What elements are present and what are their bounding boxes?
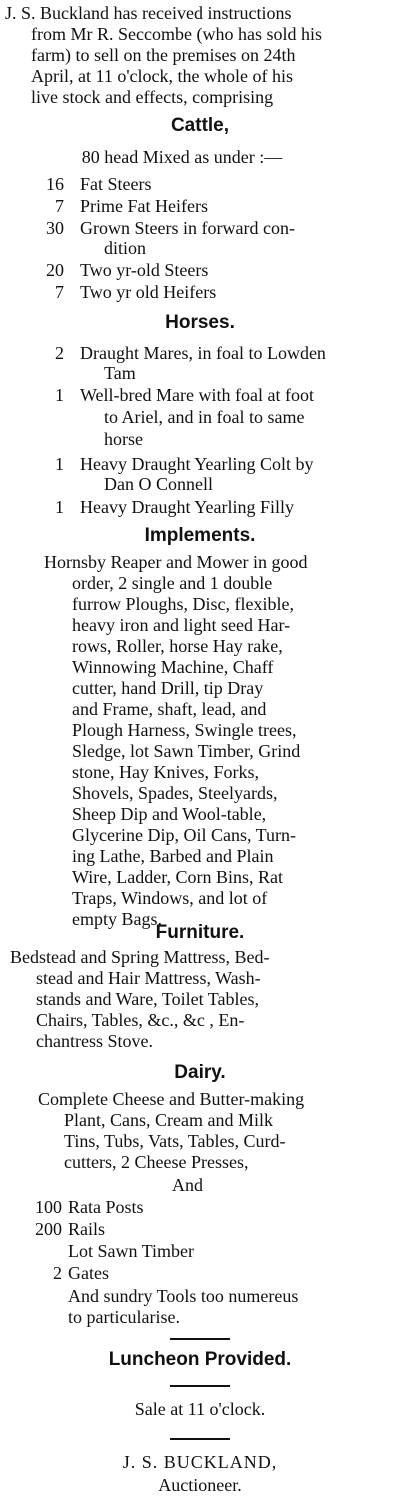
horses-heading: Horses. xyxy=(165,312,235,333)
paragraph-line: Complete Cheese and Butter-making xyxy=(38,1089,305,1109)
paragraph-line: Shovels, Spades, Steelyards, xyxy=(72,783,278,803)
cattle-heading: Cattle, xyxy=(170,115,230,136)
tools-paragraph xyxy=(68,1286,298,1328)
paragraph-line: Plough Harness, Swingle trees, xyxy=(72,720,297,740)
implements-paragraph xyxy=(44,552,307,930)
paragraph-line: Winnowing Machine, Chaff xyxy=(72,657,274,677)
intro-line: farm) to sell on the premises on 24th xyxy=(31,45,296,65)
cattle-subheading: 80 head Mixed as under :— xyxy=(81,147,283,167)
paragraph-line: Plant, Cans, Cream and Milk xyxy=(64,1110,273,1130)
item-quantity: 7 xyxy=(55,196,64,216)
paragraph-line: stands and Ware, Toilet Tables, xyxy=(36,989,259,1009)
item-description: Prime Fat Heifers xyxy=(80,196,208,216)
paragraph-line: stone, Hay Knives, Forks, xyxy=(72,762,259,782)
dairy-paragraph xyxy=(38,1089,304,1173)
item-quantity: 2 xyxy=(55,343,64,363)
item-description: Tam xyxy=(104,363,136,383)
item-description: Draught Mares, in foal to Lowden xyxy=(80,343,326,363)
intro-line: April, at 11 o'clock, the whole of his xyxy=(31,66,294,86)
intro-paragraph xyxy=(5,3,395,108)
item-quantity: 1 xyxy=(55,454,64,474)
sale-time: Sale at 11 o'clock. xyxy=(134,1399,266,1419)
luncheon-heading: Luncheon Provided. xyxy=(108,1349,292,1370)
paragraph-line: Sheep Dip and Wool-table, xyxy=(72,804,267,824)
paragraph-line: Wire, Ladder, Corn Bins, Rat xyxy=(72,867,284,887)
item-description: Rata Posts xyxy=(68,1197,144,1217)
item-quantity: 30 xyxy=(46,218,64,238)
divider xyxy=(170,1438,230,1440)
item-description: Gates xyxy=(68,1263,109,1283)
intro-line: J. S. Buckland has received instructions xyxy=(5,3,292,23)
paragraph-line: order, 2 single and 1 double xyxy=(72,573,273,593)
paragraph-line: chantress Stove. xyxy=(36,1031,153,1051)
divider xyxy=(170,1385,230,1387)
paragraph-line: Tins, Tubs, Vats, Tables, Curd- xyxy=(64,1131,286,1151)
paragraph-line: ing Lathe, Barbed and Plain xyxy=(72,846,274,866)
item-quantity: 100 xyxy=(35,1197,62,1217)
item-quantity: 2 xyxy=(53,1263,62,1283)
auctioneer-title: Auctioneer. xyxy=(158,1475,242,1495)
item-quantity: 20 xyxy=(46,260,64,280)
implements-heading: Implements. xyxy=(144,525,256,546)
item-description: Two yr old Heifers xyxy=(80,282,217,302)
item-description: Grown Steers in forward con- xyxy=(80,218,295,238)
item-quantity: 1 xyxy=(55,497,64,517)
furniture-paragraph xyxy=(10,947,269,1052)
item-description: dition xyxy=(104,238,147,258)
divider xyxy=(170,1338,230,1340)
paragraph-line: Glycerine Dip, Oil Cans, Turn- xyxy=(72,825,296,845)
item-description: to Ariel, and in foal to same xyxy=(104,407,305,427)
paragraph-line: heavy iron and light seed Har- xyxy=(72,615,291,635)
paragraph-line: and Frame, shaft, lead, and xyxy=(72,699,267,719)
paragraph-line: cutters, 2 Cheese Presses, xyxy=(64,1152,249,1172)
item-description: Heavy Draught Yearling Colt by xyxy=(80,454,314,474)
furniture-heading: Furniture. xyxy=(155,922,245,943)
item-description: Rails xyxy=(68,1219,106,1239)
paragraph-line: furrow Ploughs, Disc, flexible, xyxy=(72,594,294,614)
item-description: Lot Sawn Timber xyxy=(68,1241,195,1261)
item-description: Well-bred Mare with foal at foot xyxy=(80,385,314,405)
paragraph-line: And sundry Tools too numereus xyxy=(68,1286,299,1306)
paragraph-line: to particularise. xyxy=(68,1307,180,1327)
item-description: Two yr-old Steers xyxy=(80,260,209,280)
auctioneer-name: J. S. BUCKLAND, xyxy=(122,1452,278,1472)
paragraph-line: Hornsby Reaper and Mower in good xyxy=(44,552,308,572)
and-text: And xyxy=(172,1175,203,1195)
item-quantity: 200 xyxy=(35,1219,62,1239)
item-description: Fat Steers xyxy=(80,174,152,194)
paragraph-line: Bedstead and Spring Mattress, Bed- xyxy=(10,947,270,967)
dairy-heading: Dairy. xyxy=(174,1062,226,1083)
paragraph-line: Chairs, Tables, &c., &c , En- xyxy=(36,1010,245,1030)
paragraph-line: Traps, Windows, and lot of xyxy=(72,888,268,908)
item-description: horse xyxy=(104,429,143,449)
paragraph-line: stead and Hair Mattress, Wash- xyxy=(36,968,261,988)
item-description: Dan O Connell xyxy=(104,474,213,494)
intro-line: live stock and effects, comprising xyxy=(31,87,274,107)
paragraph-line: Sledge, lot Sawn Timber, Grind xyxy=(72,741,301,761)
item-quantity: 1 xyxy=(55,385,64,405)
intro-line: from Mr R. Seccombe (who has sold his xyxy=(31,24,322,44)
paragraph-line: empty Bags. xyxy=(72,909,162,929)
item-quantity: 16 xyxy=(46,174,64,194)
item-quantity: 7 xyxy=(55,282,64,302)
paragraph-line: cutter, hand Drill, tip Dray xyxy=(72,678,264,698)
item-description: Heavy Draught Yearling Filly xyxy=(80,497,294,517)
paragraph-line: rows, Roller, horse Hay rake, xyxy=(72,636,283,656)
